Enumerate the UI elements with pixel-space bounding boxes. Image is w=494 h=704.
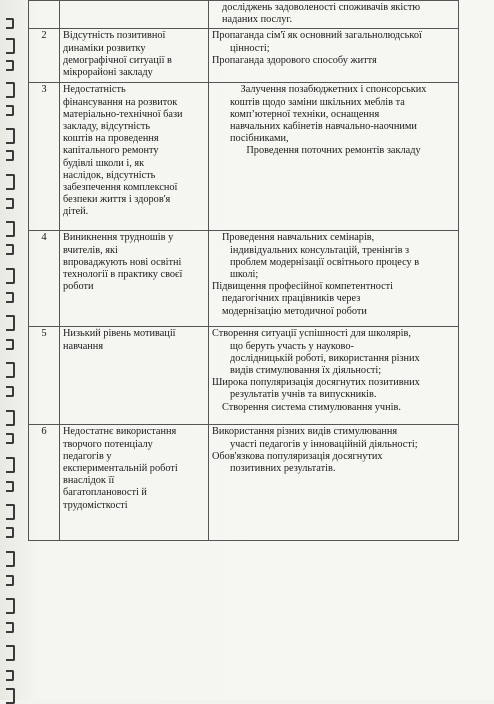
measure-line: коштів щодо заміни шкільних меблів та xyxy=(230,96,405,108)
problem-line: внаслідок її xyxy=(63,475,115,487)
measure-line: позитивних результатів. xyxy=(230,463,336,475)
problem-line: Виникнення трудношів у xyxy=(63,232,174,244)
binder-hole xyxy=(6,268,15,284)
measure-line: Широка популяризація досягнутих позитивних xyxy=(212,377,420,389)
row-number: 5 xyxy=(29,327,60,425)
problem-line: багатоплановості й xyxy=(63,487,147,499)
measure-line: результатів учнів та випускників. xyxy=(230,389,377,401)
binder-hole xyxy=(6,198,14,209)
table-row xyxy=(29,327,459,425)
table-row xyxy=(29,425,459,541)
measures-cell xyxy=(209,1,459,29)
measure-line: Проведення навчальних семінарів, xyxy=(222,232,375,244)
problem-line: динаміки розвитку xyxy=(63,42,146,54)
problem-line: наслідок, відсутність xyxy=(63,169,156,181)
problem-line: закладу, відсутність xyxy=(63,121,151,133)
problem-line: трудомісткості xyxy=(63,499,128,511)
measure-line: Створення ситуації успішності для школярів, xyxy=(212,328,411,340)
problem-line: педагогів у xyxy=(63,450,112,462)
binder-hole xyxy=(6,292,14,303)
table-body xyxy=(29,1,459,541)
measures-cell xyxy=(209,29,459,83)
measure-line: участі педагогів у інноваційній діяльності; xyxy=(230,438,418,450)
binder-hole xyxy=(6,386,14,397)
binder-hole xyxy=(6,457,15,473)
measure-line: Підвищення професійної компетентності xyxy=(212,281,394,293)
binder-hole xyxy=(6,504,15,520)
binder-hole xyxy=(6,82,15,98)
binder-hole xyxy=(6,481,14,492)
measure-line: наданих послуг. xyxy=(222,14,293,26)
measures-cell xyxy=(209,83,459,231)
binder-hole xyxy=(6,433,14,444)
problem-line: творчого потенціалу xyxy=(63,438,153,450)
row-number xyxy=(29,1,60,29)
problem-cell xyxy=(60,327,209,425)
binder-hole xyxy=(6,128,15,144)
measure-line: навчальних кабінетів навчально-наочними xyxy=(230,121,417,133)
problem-line: експериментальній роботі xyxy=(63,463,178,475)
measure-line: школі; xyxy=(230,269,259,281)
problem-line: Недостатність xyxy=(63,84,126,96)
row-number: 6 xyxy=(29,425,60,541)
problem-cell xyxy=(60,231,209,327)
binder-hole xyxy=(6,551,15,567)
binder-hole xyxy=(6,362,15,378)
binder-hole xyxy=(6,575,14,586)
table-row xyxy=(29,29,459,83)
problem-cell xyxy=(60,29,209,83)
binder-hole xyxy=(6,688,15,704)
measure-line: Пропаганда здорового способу життя xyxy=(212,54,377,66)
problem-line: коштів на проведення xyxy=(63,133,159,145)
problem-line: Відсутність позитивної xyxy=(63,30,166,42)
row-number: 3 xyxy=(29,83,60,231)
problem-line: фінансування на розвиток xyxy=(63,96,178,108)
row-number: 2 xyxy=(29,29,60,83)
binder-hole xyxy=(6,105,14,116)
binder-hole xyxy=(6,622,14,633)
measure-line: Створення система стимулювання учнів. xyxy=(222,401,401,413)
problem-line: Низький рівень мотивації xyxy=(63,328,176,340)
problem-line: будівлі школи і, як xyxy=(63,157,145,169)
binder-hole xyxy=(6,315,15,331)
table-row xyxy=(29,83,459,231)
problem-line: забезпечення комплексної xyxy=(63,182,178,194)
table-row xyxy=(29,1,459,29)
binder-hole xyxy=(6,410,15,426)
row-number: 4 xyxy=(29,231,60,327)
binder-hole xyxy=(6,339,14,350)
measures-cell xyxy=(209,231,459,327)
binder-hole xyxy=(6,527,14,538)
binder-hole xyxy=(6,174,15,190)
binder-hole xyxy=(6,645,15,661)
measures-cell xyxy=(209,327,459,425)
measure-line: посібниками, xyxy=(230,133,289,145)
measure-line: проблем модернізації освітнього процесу в xyxy=(230,256,420,268)
binder-hole xyxy=(6,670,14,681)
problem-line: навчання xyxy=(63,340,104,352)
measure-line: видів стимулювання їх діяльності; xyxy=(230,365,382,377)
binder-hole xyxy=(6,60,14,71)
binder-hole xyxy=(6,598,15,614)
binder-hole xyxy=(6,244,14,255)
problem-line: технології в практику своєї xyxy=(63,269,183,281)
binder-hole xyxy=(6,221,15,237)
problem-line: дітей. xyxy=(63,206,89,218)
binder-hole xyxy=(6,38,15,54)
problem-line: мікрорайоні закладу xyxy=(63,67,153,79)
measure-line: комп’ютерної техніки, оснащення xyxy=(230,108,380,120)
problem-line: матеріально-технічної бази xyxy=(63,108,183,120)
problem-cell xyxy=(60,1,209,29)
measure-line: цінності; xyxy=(230,42,270,54)
measure-line: Проведення поточних ремонтів закладу xyxy=(246,145,421,157)
problem-line: демографічної ситуації в xyxy=(63,54,172,66)
problem-line: капітального ремонту xyxy=(63,145,159,157)
measure-line: Використання різних видів стимулювання xyxy=(212,426,398,438)
problem-line: вчителів, які xyxy=(63,244,118,256)
table-row xyxy=(29,231,459,327)
problem-line: безпеки життя і здоров'я xyxy=(63,194,171,206)
problems-measures-table xyxy=(28,0,459,541)
measure-line: модернізацію методичної роботи xyxy=(222,305,367,317)
measures-cell xyxy=(209,425,459,541)
measure-line: педагогічних працівників через xyxy=(222,293,361,305)
measure-line: що беруть участь у науково- xyxy=(230,340,354,352)
measure-line: Пропаганда сім'ї як основний загальнолюдської xyxy=(212,30,422,42)
problem-cell xyxy=(60,425,209,541)
measure-line: дослідницькій роботі, використання різних xyxy=(230,352,420,364)
measure-line: Залучення позабюджетних і спонсорських xyxy=(240,84,427,96)
measure-line: індивідуальних консультацій, тренінгів з xyxy=(230,244,410,256)
problem-line: Недостатнє використання xyxy=(63,426,177,438)
problem-cell xyxy=(60,83,209,231)
binder-hole xyxy=(6,150,14,161)
binder-hole xyxy=(6,18,14,29)
measure-line: Обов'язкова популяризація досягнутих xyxy=(212,450,383,462)
measure-line: досліджень задоволеності споживачів якістю xyxy=(222,2,421,13)
problem-line: впроваджують нові освітні xyxy=(63,256,182,268)
problem-line: роботи xyxy=(63,281,94,293)
